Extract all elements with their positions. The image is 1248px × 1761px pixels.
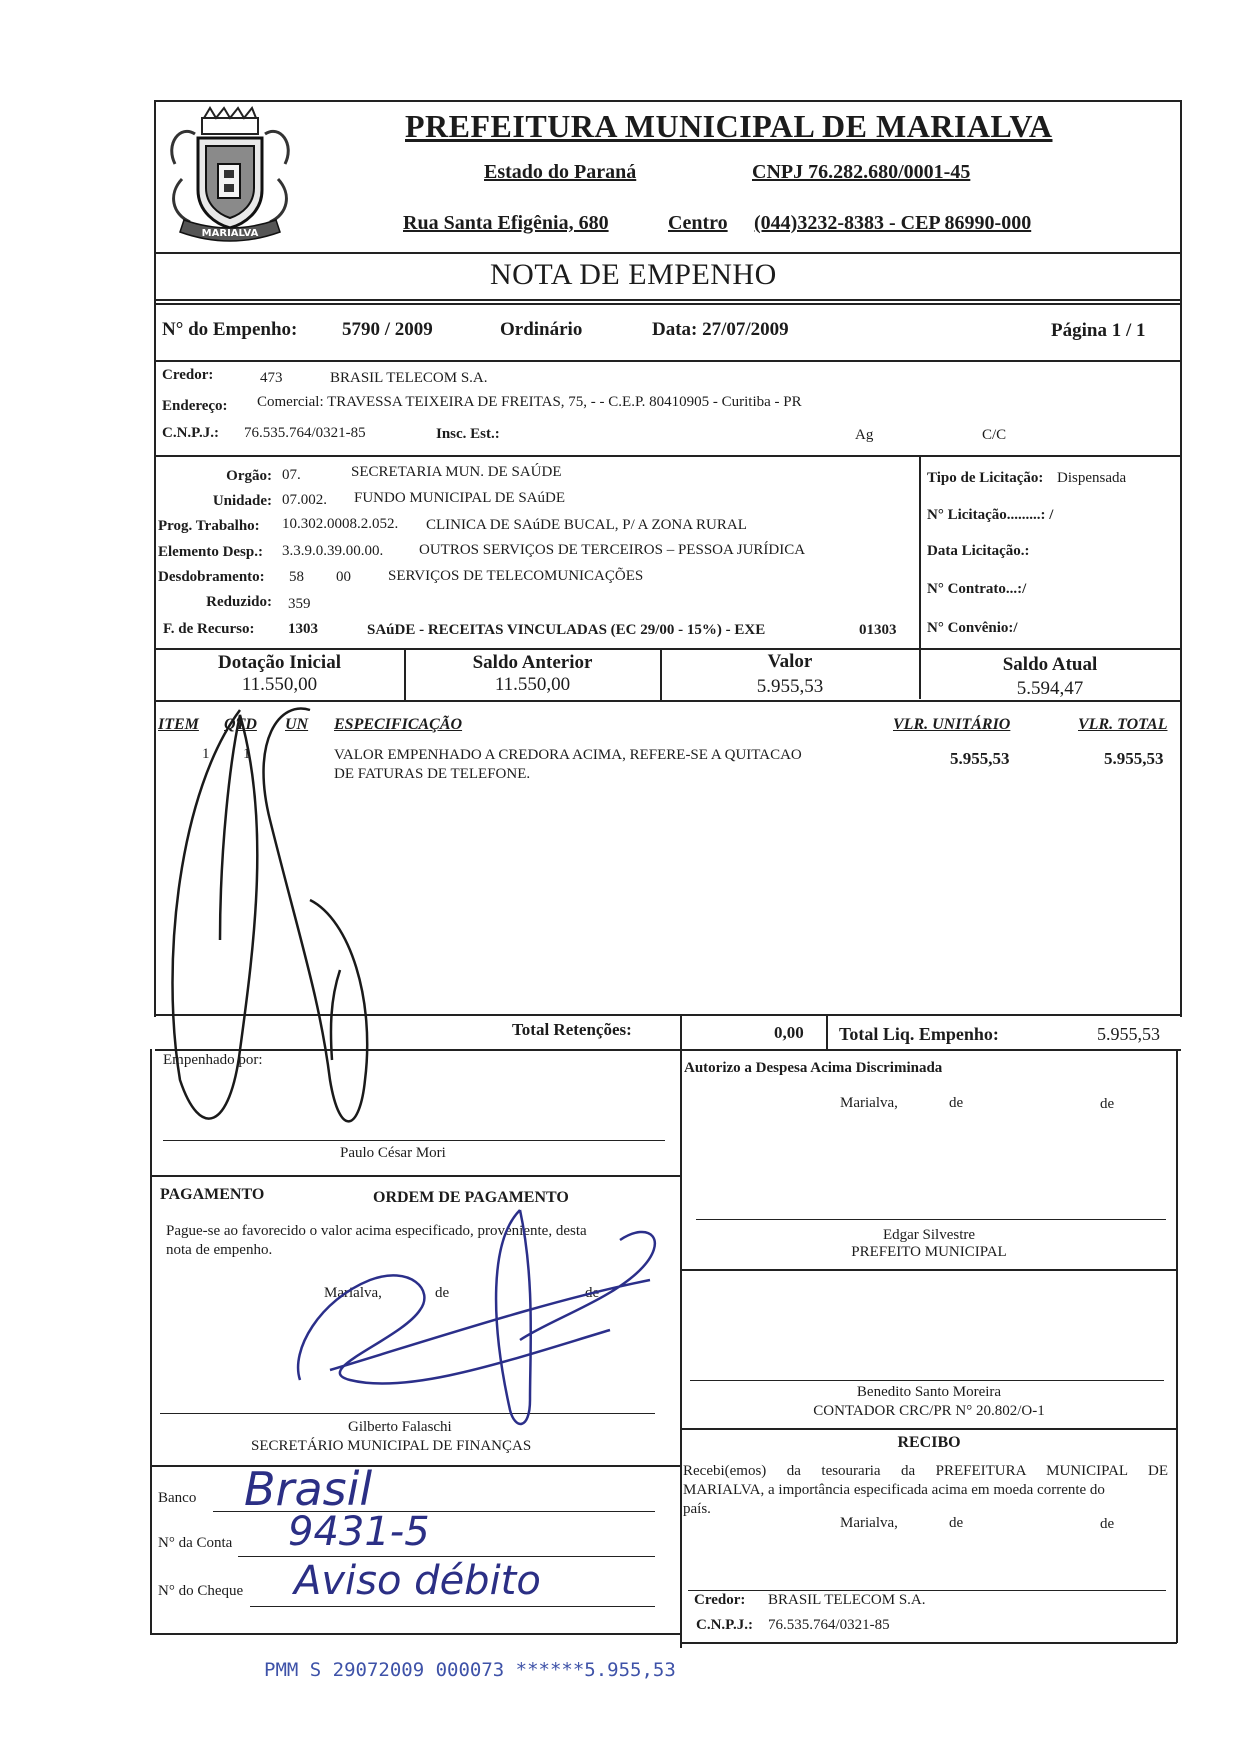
- cheque-value: Aviso débito: [294, 1558, 541, 1604]
- items-header-item: ITEM: [158, 716, 199, 733]
- items-header-spec: ESPECIFICAÇÃO: [334, 716, 463, 733]
- empenho-date: Data: 27/07/2009: [652, 319, 789, 340]
- credor-cnpj-label: C.N.P.J.:: [162, 425, 219, 441]
- desdob-sub: 00: [336, 569, 351, 585]
- saldo-valor-label: Valor: [767, 651, 813, 672]
- credor-ag-label: Ag: [855, 427, 874, 443]
- item-number: 1: [202, 746, 210, 762]
- prog-name: CLINICA DE SAúDE BUCAL, P/ A ZONA RURAL: [426, 517, 747, 533]
- contador-role: CONTADOR CRC/PR N° 20.802/O-1: [813, 1403, 1045, 1419]
- header-address: Rua Santa Efigênia, 680: [403, 212, 609, 234]
- items-header-un: UN: [285, 716, 309, 733]
- authentication-stamp: PMM S 29072009 000073 ******5.955,53: [264, 1659, 676, 1681]
- header-title: PREFEITURA MUNICIPAL DE MARIALVA: [405, 108, 1053, 144]
- item-spec-line2: DE FATURAS DE TELEFONE.: [334, 766, 531, 782]
- credor-code: 473: [260, 370, 283, 386]
- licitacao-tipo: Dispensada: [1057, 470, 1127, 486]
- pagamento-label: PAGAMENTO: [160, 1186, 265, 1203]
- recibo-text-line2: MARIALVA, a importância especificada acima em moeda corrente do: [683, 1482, 1105, 1498]
- orgao-name: SECRETARIA MUN. DE SAÚDE: [351, 464, 562, 480]
- retencoes-value: 0,00: [774, 1023, 804, 1042]
- credor-name: BRASIL TELECOM S.A.: [330, 370, 488, 386]
- desdob-name: SERVIÇOS DE TELECOMUNICAÇÕES: [388, 568, 644, 584]
- desdob-code: 58: [289, 569, 304, 585]
- desdob-label: Desdobramento:: [158, 569, 265, 585]
- signature-empenhado-icon: [160, 700, 440, 1150]
- reduzido-label: Reduzido:: [206, 594, 272, 610]
- orgao-label: Orgão:: [226, 468, 272, 484]
- pagamento-de2: de: [585, 1285, 600, 1301]
- autorizo-signer-name: Edgar Silvestre: [882, 1227, 976, 1243]
- pagamento-text-line2: nota de empenho.: [166, 1242, 273, 1258]
- liq-label: Total Liq. Empenho:: [839, 1024, 999, 1044]
- municipal-crest-icon: [160, 104, 300, 254]
- header-state: Estado do Paraná: [484, 161, 637, 183]
- liq-value: 5.955,53: [1097, 1024, 1160, 1044]
- saldo-atual-label: Saldo Atual: [1002, 654, 1098, 675]
- pagamento-place: Marialva,: [324, 1285, 382, 1301]
- prog-code: 10.302.0008.2.052.: [282, 516, 399, 532]
- recibo-de2: de: [1100, 1516, 1115, 1532]
- pagamento-text-line1: Pague-se ao favorecido o valor acima especificado, proveniente, desta: [166, 1223, 587, 1239]
- licitacao-contrato: N° Contrato...:/: [927, 581, 1027, 597]
- cheque-label: N° do Cheque: [158, 1583, 244, 1599]
- credor-address-label: Endereço:: [162, 398, 228, 414]
- saldo-valor-value: 5.955,53: [756, 676, 824, 697]
- elem-name: OUTROS SERVIÇOS DE TERCEIROS – PESSOA JURÍDICA: [419, 542, 806, 558]
- recibo-place: Marialva,: [840, 1515, 898, 1531]
- elem-label: Elemento Desp.:: [158, 544, 263, 560]
- conta-label: N° da Conta: [158, 1535, 233, 1551]
- elem-code: 3.3.9.0.39.00.00.: [282, 543, 384, 559]
- pagamento-signer-name: Gilberto Falaschi: [348, 1419, 452, 1435]
- licitacao-data: Data Licitação.:: [927, 543, 1030, 559]
- saldo-dotacao-value: 11.550,00: [241, 674, 318, 695]
- licitacao-numero: N° Licitação.........: /: [927, 507, 1054, 523]
- banco-value: Brasil: [244, 1462, 373, 1516]
- unidade-label: Unidade:: [212, 493, 272, 509]
- autorizo-place: Marialva,: [840, 1095, 898, 1111]
- recibo-cnpj-label: C.N.P.J.:: [696, 1617, 753, 1633]
- autorizo-de1: de: [949, 1095, 964, 1111]
- header-cnpj: CNPJ 76.282.680/0001-45: [752, 161, 971, 183]
- pagamento-signer-role: SECRETÁRIO MUNICIPAL DE FINANÇAS: [251, 1438, 532, 1454]
- header-district: Centro: [668, 212, 728, 234]
- recibo-de1: de: [949, 1515, 964, 1531]
- recibo-credor: BRASIL TELECOM S.A.: [768, 1592, 926, 1608]
- recurso-ref: 01303: [859, 622, 897, 638]
- saldo-anterior-value: 11.550,00: [494, 674, 571, 695]
- crest-text: MARIALVA: [201, 228, 259, 239]
- credor-cnpj: 76.535.764/0321-85: [244, 425, 366, 441]
- pagamento-title: ORDEM DE PAGAMENTO: [373, 1189, 569, 1206]
- credor-insc-label: Insc. Est.:: [436, 426, 500, 442]
- retencoes-label: Total Retenções:: [512, 1020, 632, 1039]
- autorizo-de2: de: [1100, 1096, 1115, 1112]
- saldo-dotacao-label: Dotação Inicial: [218, 652, 341, 673]
- credor-label: Credor:: [162, 367, 214, 383]
- licitacao-convenio: N° Convênio:/: [927, 620, 1018, 636]
- empenho-number: 5790 / 2009: [342, 319, 433, 340]
- header-phone-cep: (044)3232-8383 - CEP 86990-000: [754, 212, 1032, 234]
- items-header-qtd: QTD: [224, 716, 257, 733]
- empenho-page: Página 1 / 1: [1051, 320, 1146, 341]
- document-title: NOTA DE EMPENHO: [490, 258, 777, 291]
- items-header-total: VLR. TOTAL: [1078, 716, 1168, 733]
- recibo-credor-label: Credor:: [694, 1592, 746, 1608]
- recurso-code: 1303: [288, 621, 318, 637]
- item-spec-line1: VALOR EMPENHADO A CREDORA ACIMA, REFERE-SE A QUITACAO: [334, 747, 802, 763]
- recurso-name: SAúDE - RECEITAS VINCULADAS (EC 29/00 - 15%) - EXE: [367, 622, 766, 638]
- saldo-anterior-label: Saldo Anterior: [472, 652, 593, 673]
- autorizo-signer-role: PREFEITO MUNICIPAL: [851, 1244, 1007, 1260]
- banco-label: Banco: [158, 1490, 197, 1506]
- licitacao-tipo-label: Tipo de Licitação:: [927, 470, 1044, 486]
- conta-value: 9431-5: [288, 1509, 430, 1555]
- recibo-text-line3: país.: [683, 1501, 711, 1517]
- signature-secretario-icon: [290, 1200, 680, 1450]
- orgao-code: 07.: [282, 467, 301, 483]
- item-total-value: 5.955,53: [1104, 749, 1164, 768]
- prog-label: Prog. Trabalho:: [158, 518, 260, 534]
- recibo-cnpj: 76.535.764/0321-85: [768, 1617, 890, 1633]
- item-unit-value: 5.955,53: [950, 749, 1010, 768]
- recurso-label: F. de Recurso:: [163, 621, 255, 637]
- items-header-unit: VLR. UNITÁRIO: [893, 716, 1011, 733]
- credor-cc-label: C/C: [982, 427, 1007, 443]
- empenho-label: N° do Empenho:: [162, 319, 298, 340]
- autorizo-label: Autorizo a Despesa Acima Discriminada: [684, 1060, 943, 1076]
- recibo-title: RECIBO: [897, 1434, 961, 1451]
- credor-address: Comercial: TRAVESSA TEIXEIRA DE FREITAS, 75, - - C.E.P. 80410905 - Curitiba - PR: [257, 394, 802, 410]
- empenho-type: Ordinário: [500, 319, 583, 340]
- empenhado-name: Paulo César Mori: [340, 1145, 446, 1161]
- unidade-name: FUNDO MUNICIPAL DE SAúDE: [354, 490, 565, 506]
- pagamento-de1: de: [435, 1285, 450, 1301]
- empenhado-label: Empenhado por:: [163, 1052, 263, 1068]
- item-qtd: 1: [243, 746, 251, 762]
- unidade-code: 07.002.: [282, 492, 327, 508]
- saldo-atual-value: 5.594,47: [1016, 678, 1084, 699]
- reduzido-value: 359: [288, 596, 311, 612]
- recibo-text-line1: Recebi(emos) da tesouraria da PREFEITURA MUNICIPAL DE: [683, 1463, 1168, 1479]
- contador-name: Benedito Santo Moreira: [856, 1384, 1002, 1400]
